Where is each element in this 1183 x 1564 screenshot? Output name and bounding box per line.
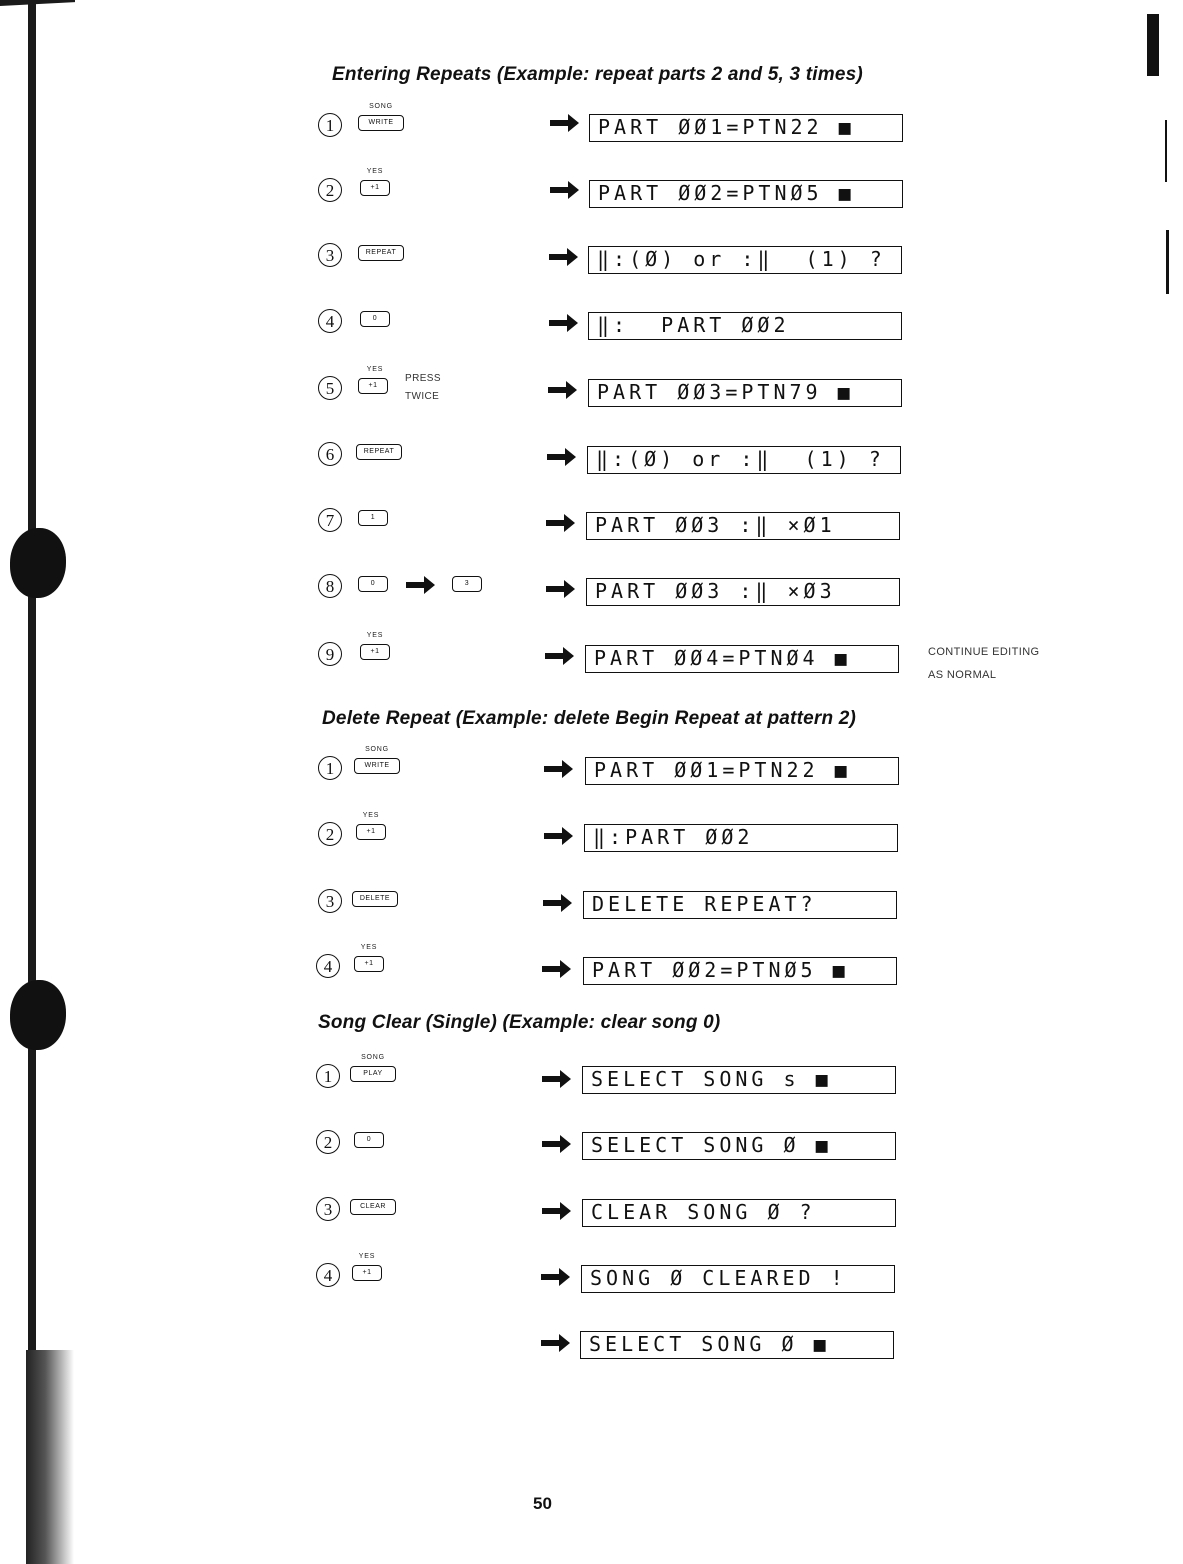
step-number: 9: [318, 642, 342, 666]
step-number: 1: [318, 113, 342, 137]
step-number: 2: [318, 822, 342, 846]
yes-plus-one-key[interactable]: +1: [354, 956, 384, 972]
page-number: 50: [533, 1494, 552, 1513]
continue-editing-note: [928, 641, 1058, 687]
one-key[interactable]: 1: [358, 510, 388, 526]
step-number: 3: [318, 889, 342, 913]
step-number: 8: [318, 574, 342, 598]
zero-key[interactable]: 0: [358, 576, 388, 592]
key-overlabel: YES: [366, 632, 384, 639]
step-number: 6: [318, 442, 342, 466]
right-arrow-icon: [541, 1333, 571, 1353]
yes-plus-one-key[interactable]: +1: [356, 824, 386, 840]
lcd-display: PART ØØ1=PTN22 ■: [585, 757, 899, 785]
song-write-key[interactable]: WRITE: [358, 115, 404, 131]
lcd-display: ‖:(Ø) or :‖ (1) ?: [588, 246, 902, 274]
yes-plus-one-key[interactable]: +1: [358, 378, 388, 394]
lcd-display: PART ØØ3 :‖ ×Ø1: [586, 512, 900, 540]
scan-edge-mark: [1147, 14, 1159, 76]
right-arrow-icon: [550, 113, 580, 133]
punch-hole-upper: [10, 528, 66, 598]
key-overlabel: YES: [360, 944, 378, 951]
right-arrow-icon: [542, 1201, 572, 1221]
key-overlabel: YES: [358, 1253, 376, 1260]
three-key[interactable]: 3: [452, 576, 482, 592]
step-number: 4: [316, 1263, 340, 1287]
right-arrow-icon: [547, 447, 577, 467]
step-number: 4: [316, 954, 340, 978]
lcd-display: ‖: PART ØØ2: [588, 312, 902, 340]
scan-edge-line: [1165, 120, 1167, 182]
lcd-display: PART ØØ3 :‖ ×Ø3: [586, 578, 900, 606]
key-overlabel: SONG: [361, 1054, 385, 1061]
step-number: 1: [316, 1064, 340, 1088]
right-arrow-icon: [546, 513, 576, 533]
right-arrow-icon: [545, 646, 575, 666]
binding-shadow: [26, 1350, 74, 1564]
right-arrow-icon: [548, 380, 578, 400]
lcd-display: PART ØØ2=PTNØ5 ■: [589, 180, 903, 208]
lcd-display: PART ØØ3=PTN79 ■: [588, 379, 902, 407]
clear-key[interactable]: CLEAR: [350, 1199, 396, 1215]
step-number: 3: [318, 243, 342, 267]
song-write-key[interactable]: WRITE: [354, 758, 400, 774]
lcd-display: DELETE REPEAT?: [583, 891, 897, 919]
key-overlabel: YES: [362, 812, 380, 819]
section-title-entering-repeats: Entering Repeats (Example: repeat parts 2 and 5, 3 times): [332, 64, 863, 85]
right-arrow-icon: [546, 579, 576, 599]
scan-edge-line: [1166, 230, 1169, 294]
press-twice-note: PRESS TWICE: [405, 373, 441, 402]
key-overlabel: SONG: [365, 746, 389, 753]
yes-plus-one-key[interactable]: +1: [352, 1265, 382, 1281]
step-number: 5: [318, 376, 342, 400]
right-arrow-icon: [542, 1134, 572, 1154]
step-number: 3: [316, 1197, 340, 1221]
lcd-display: SELECT SONG Ø ■: [582, 1132, 896, 1160]
lcd-display: ‖:PART ØØ2: [584, 824, 898, 852]
right-arrow-icon: [544, 759, 574, 779]
right-arrow-icon: [406, 575, 436, 595]
key-overlabel: SONG: [369, 103, 393, 110]
right-arrow-icon: [549, 247, 579, 267]
lcd-display: PART ØØ2=PTNØ5 ■: [583, 957, 897, 985]
step-number: 2: [316, 1130, 340, 1154]
step-number: 4: [318, 309, 342, 333]
binding-strip: [28, 0, 36, 1564]
section-title-song-clear: Song Clear (Single) (Example: clear song 0): [318, 1012, 721, 1033]
lcd-display: SELECT SONG s ■: [582, 1066, 896, 1094]
lcd-display: CLEAR SONG Ø ?: [582, 1199, 896, 1227]
lcd-display: SONG Ø CLEARED !: [581, 1265, 895, 1293]
key-overlabel: YES: [366, 168, 384, 175]
section-title-delete-repeat: Delete Repeat (Example: delete Begin Repeat at pattern 2): [322, 708, 857, 729]
step-number: 2: [318, 178, 342, 202]
lcd-display: SELECT SONG Ø ■: [580, 1331, 894, 1359]
step-number: 7: [318, 508, 342, 532]
right-arrow-icon: [542, 959, 572, 979]
right-arrow-icon: [549, 313, 579, 333]
yes-plus-one-key[interactable]: +1: [360, 644, 390, 660]
yes-plus-one-key[interactable]: +1: [360, 180, 390, 196]
right-arrow-icon: [550, 180, 580, 200]
zero-key[interactable]: 0: [354, 1132, 384, 1148]
note-line: CONTINUE EDITING: [928, 646, 1040, 658]
song-play-key[interactable]: PLAY: [350, 1066, 396, 1082]
lcd-display: PART ØØ4=PTNØ4 ■: [585, 645, 899, 673]
right-arrow-icon: [541, 1267, 571, 1287]
repeat-key[interactable]: REPEAT: [358, 245, 404, 261]
binding-top-edge: [0, 0, 75, 6]
punch-hole-lower: [10, 980, 66, 1050]
right-arrow-icon: [543, 893, 573, 913]
note-line: AS NORMAL: [928, 669, 997, 681]
zero-key[interactable]: 0: [360, 311, 390, 327]
right-arrow-icon: [544, 826, 574, 846]
right-arrow-icon: [542, 1069, 572, 1089]
key-overlabel: YES: [366, 366, 384, 373]
lcd-display: PART ØØ1=PTN22 ■: [589, 114, 903, 142]
step-number: 1: [318, 756, 342, 780]
lcd-display: ‖:(Ø) or :‖ (1) ?: [587, 446, 901, 474]
repeat-key[interactable]: REPEAT: [356, 444, 402, 460]
delete-key[interactable]: DELETE: [352, 891, 398, 907]
